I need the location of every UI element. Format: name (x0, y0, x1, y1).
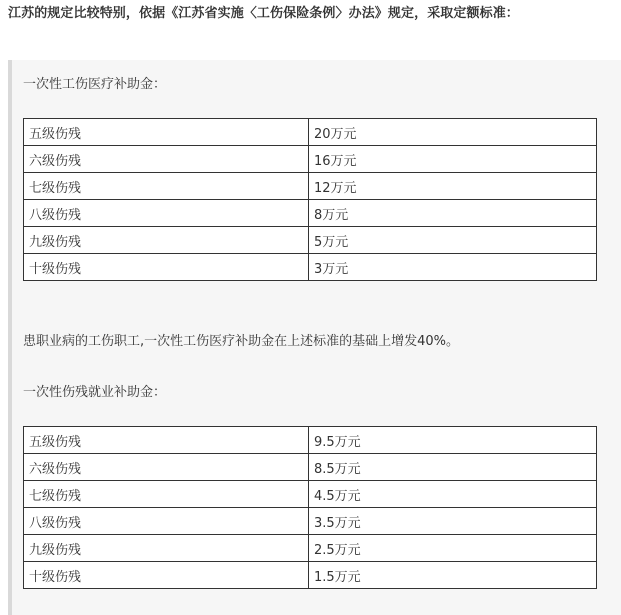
grade-cell: 九级伤残 (24, 227, 309, 254)
amount-cell: 2.5万元 (309, 535, 597, 562)
grade-cell: 五级伤残 (24, 427, 309, 454)
grade-cell: 八级伤残 (24, 200, 309, 227)
grade-cell: 六级伤残 (24, 454, 309, 481)
employment-subsidy-table (23, 426, 597, 589)
medical-subsidy-table (23, 118, 597, 281)
table-row (24, 200, 597, 227)
grade-cell: 十级伤残 (24, 562, 309, 589)
table-row (24, 508, 597, 535)
article-heading: 江苏的规定比较特别，依据《江苏省实施〈工伤保险条例〉办法》规定，采取定额标准： (8, 6, 519, 21)
table-row (24, 146, 597, 173)
table-row (24, 254, 597, 281)
grade-cell: 六级伤残 (24, 146, 309, 173)
grade-cell: 九级伤残 (24, 535, 309, 562)
amount-cell: 9.5万元 (309, 427, 597, 454)
amount-cell: 20万元 (309, 119, 597, 146)
grade-cell: 八级伤残 (24, 508, 309, 535)
amount-cell: 3万元 (309, 254, 597, 281)
grade-cell: 七级伤残 (24, 481, 309, 508)
occupational-disease-note: 患职业病的工伤职工,一次性工伤医疗补助金在上述标准的基础上增发40%。 (23, 334, 460, 349)
section1-title: 一次性工伤医疗补助金： (23, 77, 167, 92)
grade-cell: 五级伤残 (24, 119, 309, 146)
amount-cell: 5万元 (309, 227, 597, 254)
amount-cell: 12万元 (309, 173, 597, 200)
section2-title: 一次性伤残就业补助金： (23, 385, 167, 400)
amount-cell: 1.5万元 (309, 562, 597, 589)
table-row (24, 535, 597, 562)
grade-cell: 七级伤残 (24, 173, 309, 200)
grade-cell: 十级伤残 (24, 254, 309, 281)
amount-cell: 8万元 (309, 200, 597, 227)
table-row (24, 119, 597, 146)
amount-cell: 8.5万元 (309, 454, 597, 481)
table-row (24, 227, 597, 254)
amount-cell: 4.5万元 (309, 481, 597, 508)
table-row (24, 427, 597, 454)
table-row (24, 481, 597, 508)
table-row (24, 562, 597, 589)
table-row (24, 454, 597, 481)
amount-cell: 16万元 (309, 146, 597, 173)
table-row (24, 173, 597, 200)
amount-cell: 3.5万元 (309, 508, 597, 535)
